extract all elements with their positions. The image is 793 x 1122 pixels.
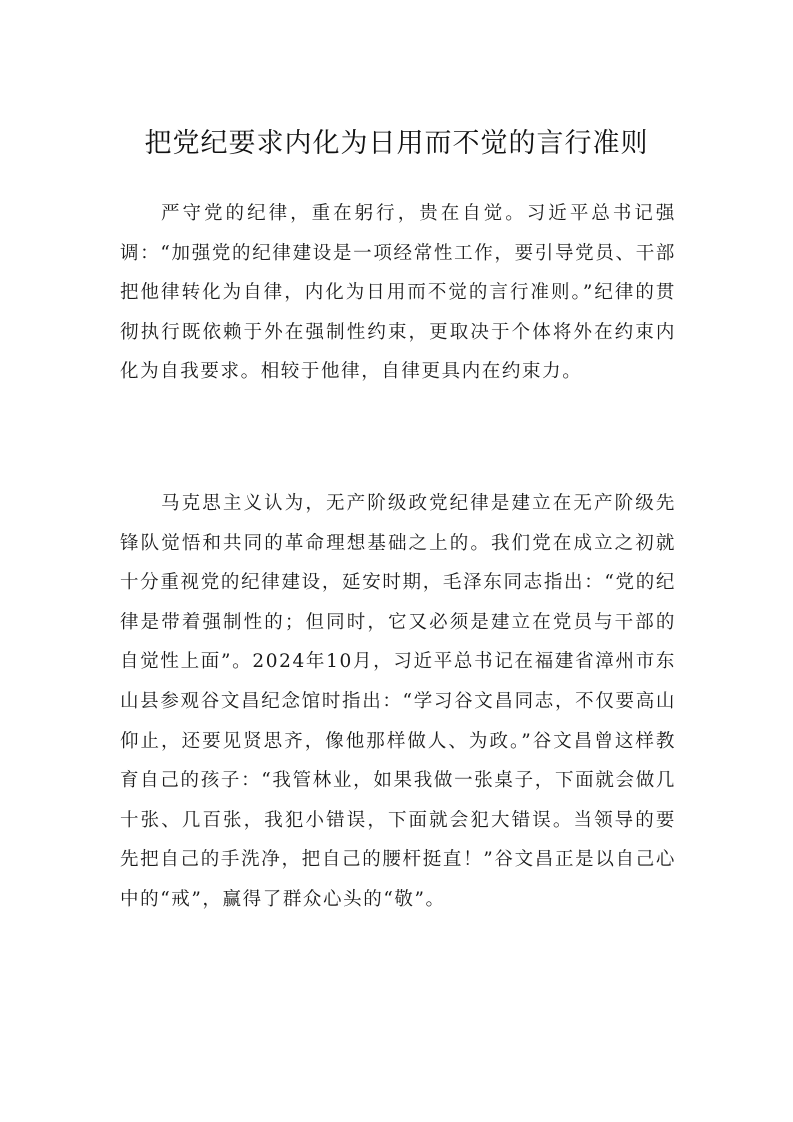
paragraph-1: 严守党的纪律，重在躬行，贵在自觉。习近平总书记强调：“加强党的纪律建设是一项经常性工作，要引导党员、干部把他律转化为自律，内化为日用而不觉的言行准则。”纪律的贯彻执行既依赖于外在强制性约束，更取决于个体将外在约束内化为自我要求。相较于他律，自律更具内在约束力。 [120,203,676,383]
paragraph-2: 马克思主义认为，无产阶级政党纪律是建立在无产阶级先锋队觉悟和共同的革命理想基础之上的。我们党在成立之初就十分重视党的纪律建设，延安时期，毛泽东同志指出：“党的纪律是带着强制性的；但同时，它又必须是建立在党员与干部的自觉性上面”。2024年10月，习近平总书记在福建省漳州市东山县参观谷文昌纪念馆时指出：“学习谷文昌同志，不仅要高山仰止，还要见贤思齐，像他那样做人、为政。”谷文昌曾这样教育自己的孩子：“我管林业，如果我做一张桌子，下面就会做几十张、几百张，我犯小错误，下面就会犯大错误。当领导的要先把自己的手洗净，把自己的腰杆挺直！”谷文昌正是以自己心中的“戒”，赢得了群众心头的“敬”。 [120,493,676,910]
document-title: 把党纪要求内化为日用而不觉的言行准则 [144,128,649,159]
